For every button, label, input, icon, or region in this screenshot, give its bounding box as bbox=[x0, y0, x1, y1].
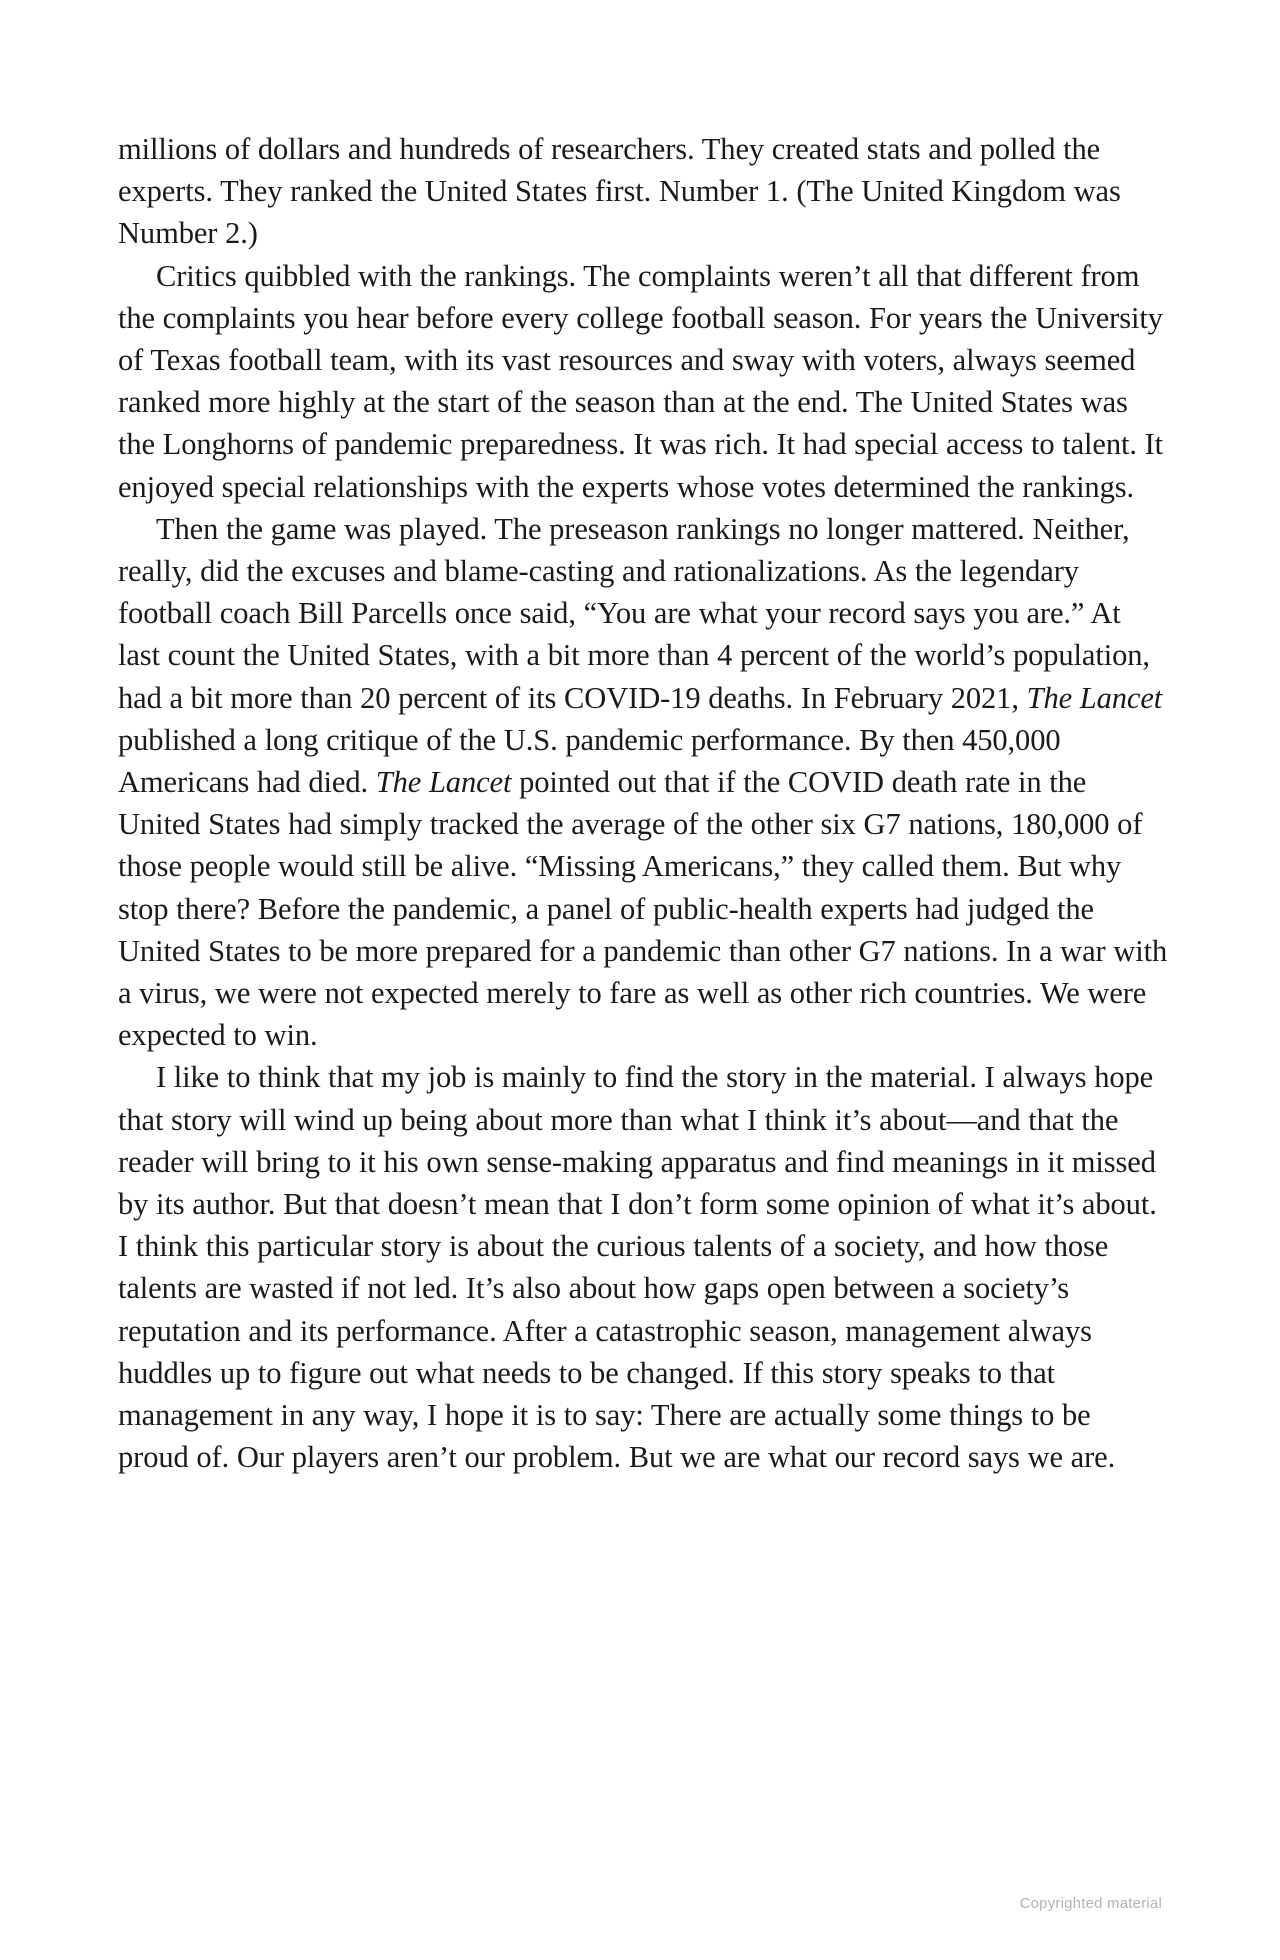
paragraph-3: Then the game was played. The preseason rankings no longer mattered. Neither, really, did the excuses and blame-casting and rationalizations. As the legendary football coach Bill Parcells once said, “You are what your record says you are.” At last count the United States, with a bit more than 4 percent of the world’s population, had a bit more than 20 percent of its COVID-19 deaths. In February 2021, The Lancet published a long critique of the U.S. pandemic performance. By then 450,000 Americans had died. The Lancet pointed out that if the COVID death rate in the United States had simply tracked the average of the other six G7 nations, 180,000 of those people would still be alive. “Missing Americans,” they called them. But why stop there? Before the pandemic, a panel of public-health experts had judged the United States to be more prepared for a pandemic than other G7 nations. In a war with a virus, we were not expected merely to fare as well as other rich countries. We were expected to win. bbox=[118, 511, 1168, 1053]
paragraph-2: Critics quibbled with the rankings. The complaints weren’t all that different from the complaints you hear before every college football season. For years the University of Texas football team, with its vast resources and sway with voters, always seemed ranked more highly at the start of the season than at the end. The United States was the Longhorns of pandemic preparedness. It was rich. It had special access to talent. It enjoyed special relationships with the experts whose votes determined the rankings. bbox=[118, 258, 1164, 504]
italic-title: The Lancet bbox=[375, 765, 512, 800]
copyright-watermark: Copyrighted material bbox=[1019, 1895, 1162, 1912]
paragraph-1: millions of dollars and hundreds of researchers. They created stats and polled the experts. They ranked the United States first. Number 1. (The United Kingdom was Number 2.) bbox=[118, 132, 1121, 251]
paragraph-4: I like to think that my job is mainly to find the story in the material. I always hope that story will wind up being about more than what I think it’s about—and that the reader will bring to it his own sense-making apparatus and find meanings in it missed by its author. But that doesn’t mean that I don’t form some opinion of what it’s about. I think this particular story is about the curious talents of a society, and how those talents are wasted if not led. It’s also about how gaps open between a society’s reputation and its performance. After a catastrophic season, management always huddles up to figure out what needs to be changed. If this story speaks to that management in any way, I hope it is to say: There are actually some things to be proud of. Our players aren’t our problem. But we are what our record says we are. bbox=[118, 1060, 1157, 1475]
body-text-column bbox=[118, 128, 1168, 1479]
italic-title: The Lancet bbox=[1026, 680, 1163, 715]
